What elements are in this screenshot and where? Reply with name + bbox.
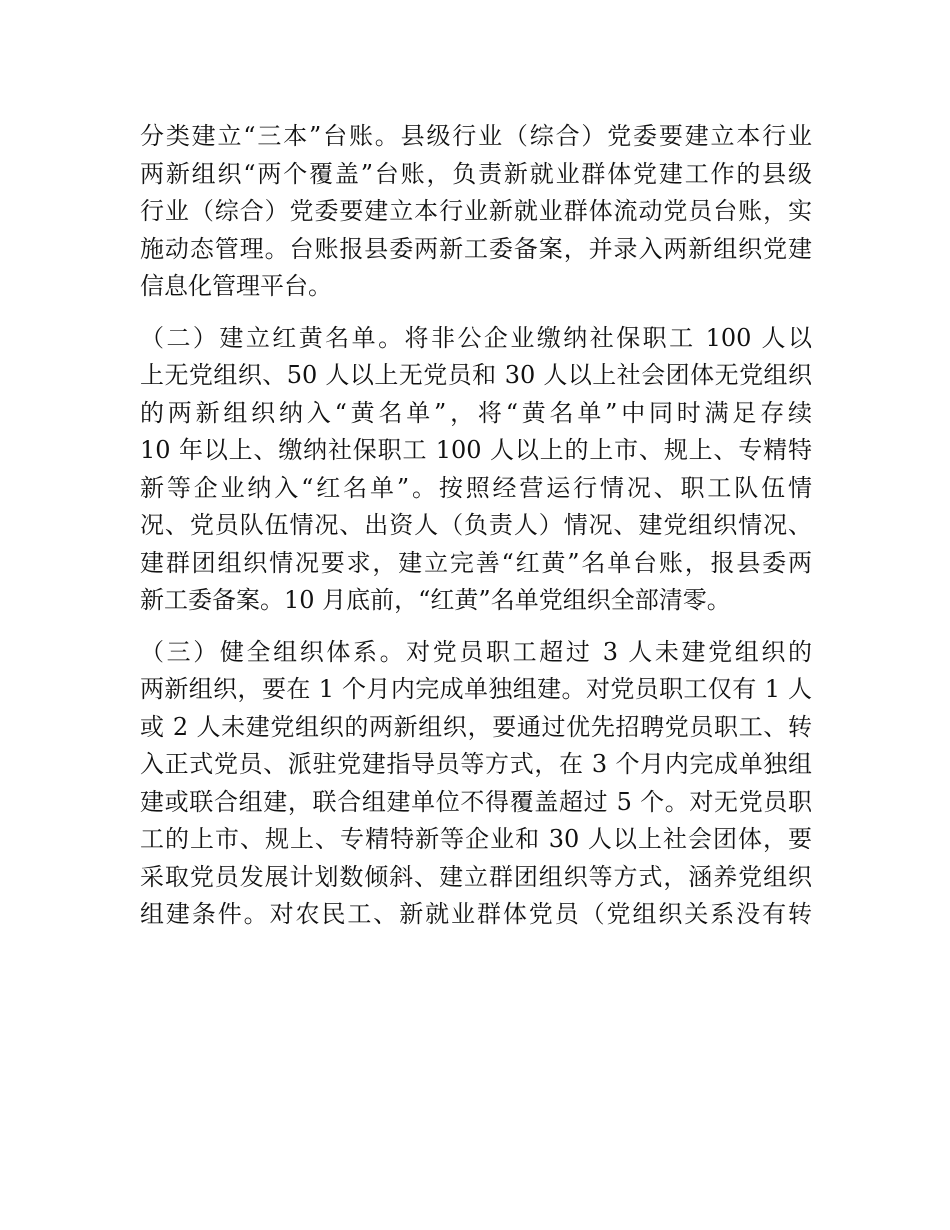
text-line: 况、党员队伍情况、出资人（负责人）情况、建党组织情况、 bbox=[140, 511, 812, 539]
paragraph-red-yellow-list bbox=[140, 320, 812, 620]
text-line: 两新组织，要在 1 个月内完成单独组建。对党员职工仅有 1 人 bbox=[140, 675, 812, 703]
text-line: 新工委备案。10 月底前，“红黄”名单党组织全部清零。 bbox=[140, 586, 731, 614]
text-line: 采取党员发展计划数倾斜、建立群团组织等方式，涵养党组织 bbox=[140, 862, 812, 891]
text-line: （二）建立红黄名单。将非公企业缴纳社保职工 100 人以 bbox=[140, 323, 812, 352]
paragraph-ledger bbox=[140, 118, 812, 306]
text-line: 两新组织“两个覆盖”台账，负责新就业群体党建工作的县级 bbox=[140, 159, 812, 188]
text-line: 或 2 人未建党组织的两新组织，要通过优先招聘党员职工、转 bbox=[140, 712, 812, 741]
text-line: （三）健全组织体系。对党员职工超过 3 人未建党组织的 bbox=[140, 637, 812, 666]
text-line: 施动态管理。台账报县委两新工委备案，并录入两新组织党建 bbox=[140, 234, 812, 263]
paragraph-organization-system bbox=[140, 634, 812, 934]
text-line: 行业（综合）党委要建立本行业新就业群体流动党员台账，实 bbox=[140, 197, 812, 225]
text-line: 新等企业纳入“红名单”。按照经营运行情况、职工队伍情 bbox=[140, 473, 812, 502]
text-line: 入正式党员、派驻党建指导员等方式，在 3 个月内完成单独组 bbox=[140, 750, 812, 778]
text-line: 的两新组织纳入“黄名单”，将“黄名单”中同时满足存续 bbox=[140, 398, 812, 427]
text-line: 10 年以上、缴纳社保职工 100 人以上的上市、规上、专精特 bbox=[140, 436, 812, 464]
text-line: 上无党组织、50 人以上无党员和 30 人以上社会团体无党组织 bbox=[140, 361, 812, 389]
text-line: 建或联合组建，联合组建单位不得覆盖超过 5 个。对无党员职 bbox=[140, 787, 812, 816]
document-body bbox=[140, 118, 812, 934]
text-line: 组建条件。对农民工、新就业群体党员（党组织关系没有转 bbox=[140, 900, 812, 928]
text-line: 信息化管理平台。 bbox=[140, 272, 332, 300]
text-line: 工的上市、规上、专精特新等企业和 30 人以上社会团体，要 bbox=[140, 825, 812, 853]
text-line: 建群团组织情况要求，建立完善“红黄”名单台账，报县委两 bbox=[140, 548, 812, 577]
text-line: 分类建立“三本”台账。县级行业（综合）党委要建立本行业 bbox=[140, 122, 812, 150]
